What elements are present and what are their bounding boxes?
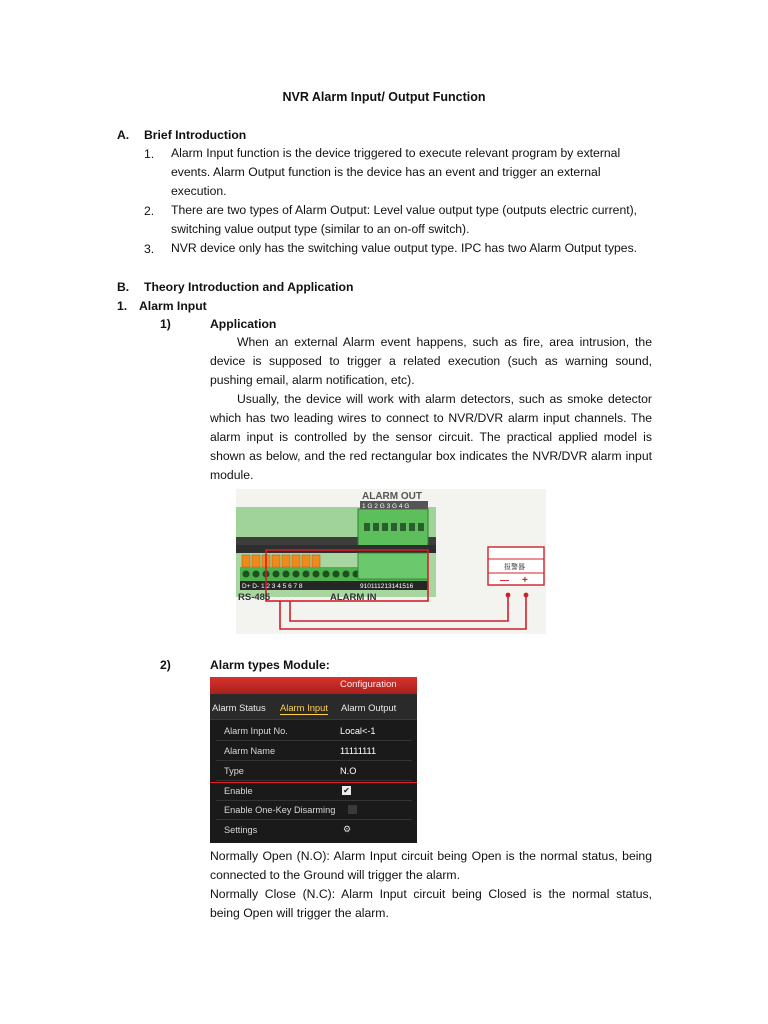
types-heading: Alarm types Module: xyxy=(210,658,330,672)
paragraph-line: which has two leading wires to connect to NVR/DVR alarm input channels. The xyxy=(210,411,652,425)
normally-close-description xyxy=(210,885,652,923)
enable-checkbox[interactable]: ✔ xyxy=(343,786,350,795)
section-a-heading: Brief Introduction xyxy=(144,128,247,142)
settings-gear-icon[interactable]: ⚙ xyxy=(343,824,352,834)
list-item-number: 1. xyxy=(144,147,155,161)
configuration-tabs xyxy=(210,694,417,720)
type-select[interactable]: N.O xyxy=(340,766,357,776)
application-marker: 1) xyxy=(160,317,171,331)
section-b-marker: B. xyxy=(117,280,130,294)
paragraph-line: shown as below, and the red rectangular box indicates the NVR/DVR alarm input xyxy=(210,449,652,463)
alarm-in-numbers-low: D+ D- 1 2 3 4 5 6 7 8 xyxy=(242,583,303,590)
paragraph-line: Usually, the device will work with alarm detectors, such as smoke detector xyxy=(237,392,652,406)
list-item-number: 3. xyxy=(144,242,155,256)
tab-alarm-status[interactable]: Alarm Status xyxy=(212,702,266,713)
alarm-name-input[interactable]: 11111111 xyxy=(340,746,377,756)
alarm-in-label: ALARM IN xyxy=(330,592,377,603)
list-item-line: events. Alarm Output function is the device has an event and trigger an external xyxy=(171,165,601,179)
alarm-out-numbers: 1 G 2 G 3 G 4 G xyxy=(362,503,410,510)
paragraph-line: Normally Open (N.O): Alarm Input circuit being Open is the normal status, being xyxy=(210,849,652,863)
list-item-line: NVR device only has the switching value output type. IPC has two Alarm Output types. xyxy=(171,241,638,255)
paragraph-line: alarm input is controlled by the sensor circuit. The practical applied model is xyxy=(210,430,652,444)
document-title: NVR Alarm Input/ Output Function xyxy=(282,90,486,104)
config-row-enable xyxy=(216,782,412,801)
list-item-line: Alarm Input function is the device triggered to execute relevant program by external xyxy=(171,146,621,160)
subsection-heading: Alarm Input xyxy=(139,299,207,313)
list-item-line: execution. xyxy=(171,184,227,198)
configuration-title: Configuration xyxy=(340,679,397,690)
alarm-terminal-photo xyxy=(236,489,546,634)
types-marker: 2) xyxy=(160,658,171,672)
alarm-box-plus: + xyxy=(522,575,528,586)
config-row-label: Settings xyxy=(224,825,258,835)
alarm-box-label: 报警器 xyxy=(504,563,525,571)
paragraph-line: device is supposed to trigger a related execution (such as warning sound, xyxy=(210,354,652,368)
application-heading: Application xyxy=(210,317,277,331)
config-row-alarm-name xyxy=(216,742,412,761)
paragraph-line: When an external Alarm event happens, such as fire, area intrusion, the xyxy=(237,335,652,349)
one-key-disarming-checkbox[interactable] xyxy=(348,805,357,814)
paragraph-line: module. xyxy=(210,468,254,482)
list-item xyxy=(171,201,661,239)
tab-alarm-output[interactable]: Alarm Output xyxy=(341,702,397,713)
normally-open-description xyxy=(210,847,652,885)
config-row-type xyxy=(216,762,412,781)
config-row-settings xyxy=(216,821,412,840)
config-row-label: Enable One-Key Disarming xyxy=(224,805,336,815)
config-row-one-key-disarming xyxy=(216,801,412,820)
application-paragraph-1 xyxy=(210,333,652,390)
config-row-label: Alarm Name xyxy=(224,746,276,756)
list-item xyxy=(171,144,641,201)
config-row-label: Alarm Input No. xyxy=(224,726,288,736)
application-paragraph-2 xyxy=(210,390,652,485)
config-row-alarm-input-no xyxy=(216,722,412,741)
config-row-label: Type xyxy=(224,766,244,776)
paragraph-line: pushing email, alarm notification, etc). xyxy=(210,373,415,387)
alarm-input-no-select[interactable]: Local<-1 xyxy=(340,726,376,736)
list-item xyxy=(171,239,661,258)
list-item-number: 2. xyxy=(144,204,155,218)
section-b-heading: Theory Introduction and Application xyxy=(144,280,354,294)
list-item-line: There are two types of Alarm Output: Level value output type (outputs electric current), xyxy=(171,203,638,217)
rs485-label: RS-485 xyxy=(238,592,271,603)
config-row-label: Enable xyxy=(224,786,253,796)
list-item-line: switching value output type (similar to an on-off switch). xyxy=(171,222,470,236)
section-a-marker: A. xyxy=(117,128,130,142)
paragraph-line: being Open will trigger the alarm. xyxy=(210,906,389,920)
alarm-in-numbers-high: 910111213141516 xyxy=(360,583,414,590)
subsection-marker: 1. xyxy=(117,299,128,313)
alarm-out-label: ALARM OUT xyxy=(362,491,422,502)
configuration-header xyxy=(210,677,417,694)
paragraph-line: Normally Close (N.C): Alarm Input circuit being Closed is the normal status, xyxy=(210,887,652,901)
alarm-box-minus: — xyxy=(500,575,509,585)
paragraph-line: connected to the Ground will trigger the alarm. xyxy=(210,868,460,882)
tab-alarm-input[interactable]: Alarm Input xyxy=(280,702,328,713)
configuration-screenshot xyxy=(210,677,417,843)
